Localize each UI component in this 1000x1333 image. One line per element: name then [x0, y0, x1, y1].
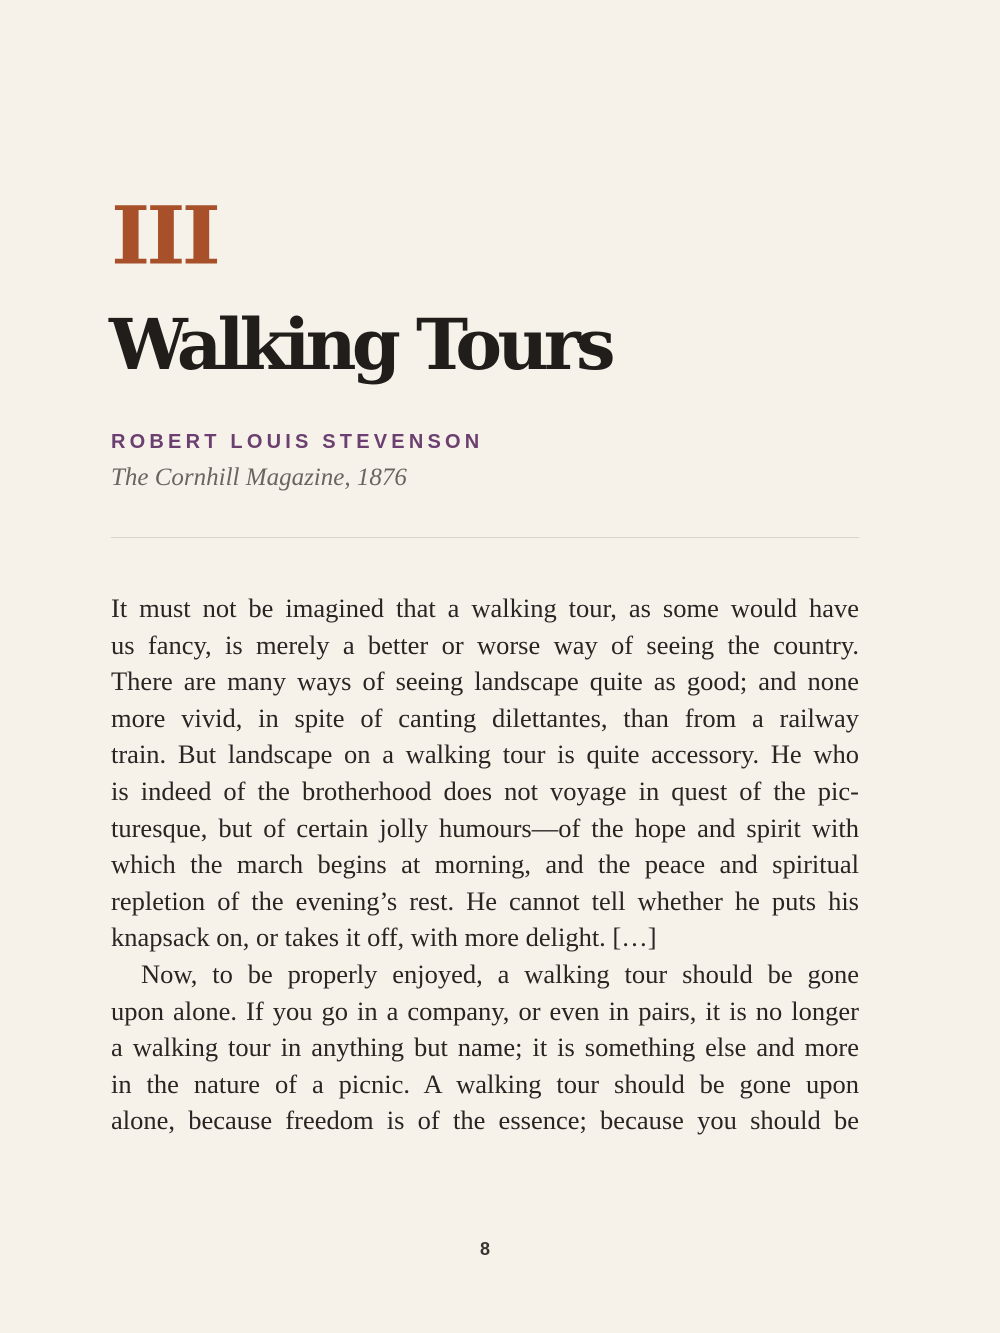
page-number: 8 [479, 1239, 490, 1259]
paragraph-start-line: Now, to be properly enjoyed, a walking tour should be gone [141, 958, 859, 989]
text-line: There are many ways of seeing landscape quite as good; and none [111, 666, 859, 697]
chapter-number: III [111, 188, 217, 283]
text-line: turesque, but of certain jolly humours—of the hope and spirit with [111, 812, 859, 843]
text-line: train. But landscape on a walking tour is quite accessory. He who [111, 739, 859, 770]
body-text [111, 590, 859, 1139]
text-line: repletion of the evening’s rest. He cannot tell whether he puts his [111, 885, 859, 916]
text-line: in the nature of a picnic. A walking tour should be gone upon [111, 1068, 859, 1099]
text-line: alone, because freedom is of the essence; because you should be [111, 1105, 859, 1136]
text-line: It must not be imagined that a walking tour, as some would have [111, 593, 859, 623]
text-line: more vivid, in spite of canting dilettantes, than from a railway [111, 702, 859, 733]
section-divider [111, 537, 859, 538]
author-name: ROBERT LOUIS STEVENSON [111, 431, 484, 453]
chapter-title: Walking Tours [109, 303, 611, 386]
paragraph-end-line: knapsack on, or takes it off, with more delight. […] [111, 922, 657, 953]
publication-source: The Cornhill Magazine, 1876 [111, 464, 407, 491]
text-line: us fancy, is merely a better or worse way of seeing the country. [111, 629, 859, 660]
text-line: a walking tour in anything but name; it is something else and more [111, 1032, 859, 1063]
text-line: which the march begins at morning, and the peace and spiritual [111, 849, 859, 880]
book-page [111, 0, 859, 1333]
text-line: upon alone. If you go in a company, or even in pairs, it is no longer [111, 995, 859, 1026]
text-line: is indeed of the brotherhood does not voyage in quest of the pic- [111, 775, 859, 806]
